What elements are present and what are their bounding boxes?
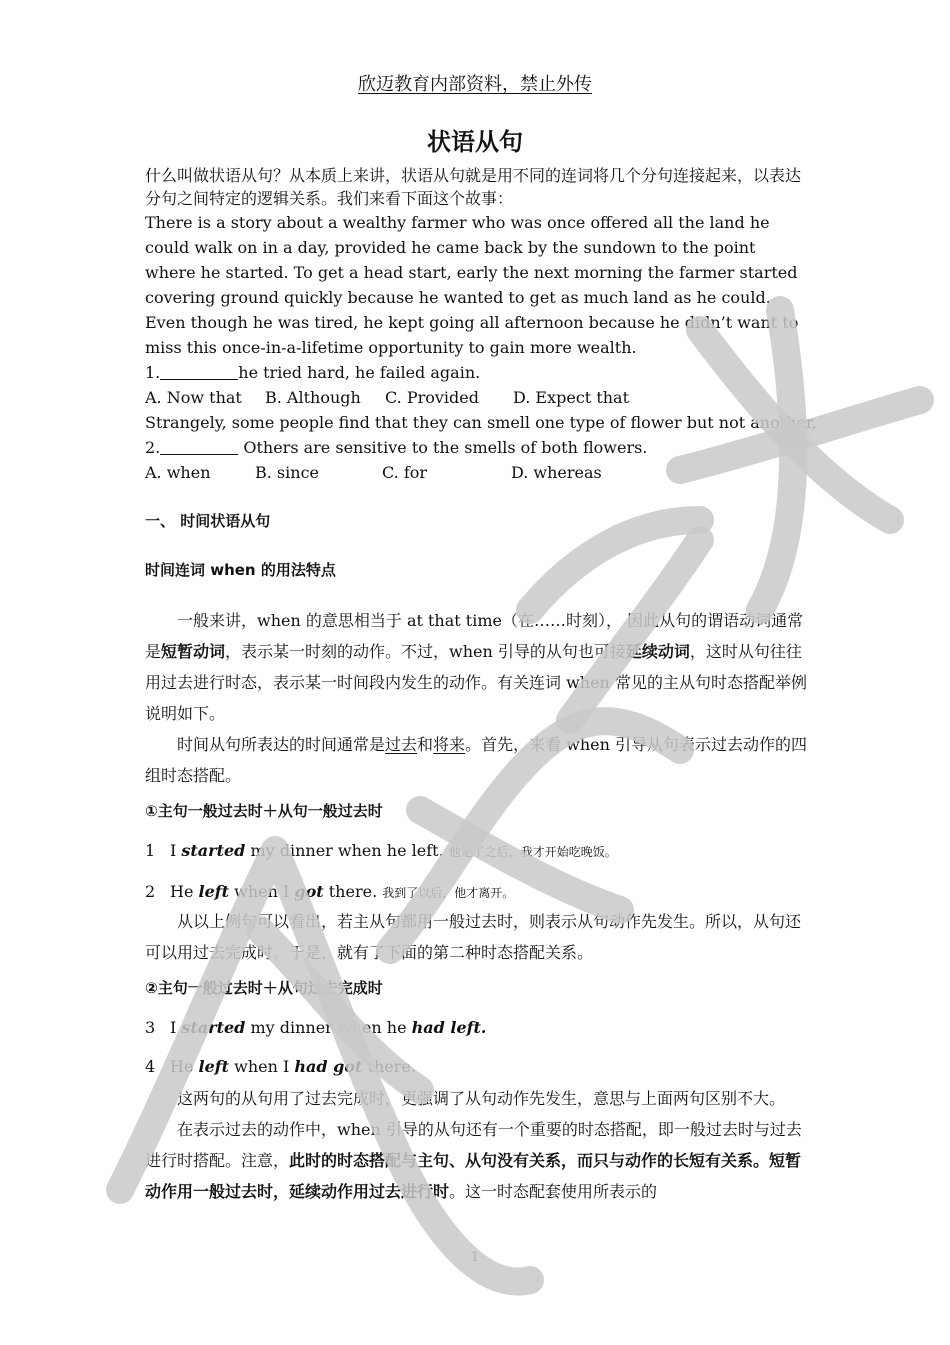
tense-pair-heading-2: ②主句一般过去时＋从句过去完成时 bbox=[145, 979, 383, 997]
example-sentence: 4 He left when I had got there. bbox=[145, 1057, 416, 1076]
paragraph-progressive: 在表示过去的动作中，when 引导的从句还有一个重要的时态搭配，即一般过去时与过去进行时搭配。注意，此时的时态搭配与主句、从句没有关系，而只与动作的长短有关系。短暂动作用一般过去时，延续动作用过去进行时。这一时态配套使用所表示的 bbox=[145, 1120, 802, 1201]
paragraph-explanation: 从以上例句可以看出，若主从句都用一般过去时，则表示从句动作先发生。所以，从句还可以用过去完成时。于是，就有了下面的第二种时态搭配关系。 bbox=[145, 912, 802, 962]
option-a: A. Now that bbox=[145, 388, 242, 407]
option-d: D. whereas bbox=[511, 463, 602, 482]
answer-blank bbox=[160, 363, 238, 380]
question-1-options bbox=[145, 385, 810, 410]
question-1: 1. he tried hard, he failed again. bbox=[145, 363, 481, 382]
example-sentence: 1 I started my dinner when he left. 他走了之后，我才开始吃晚饭。 bbox=[145, 841, 617, 860]
option-c: C. for bbox=[382, 463, 428, 482]
subsection-heading: 时间连词 when 的用法特点 bbox=[145, 561, 336, 579]
tense-pair-heading-1: ①主句一般过去时＋从句一般过去时 bbox=[145, 802, 383, 820]
document-body bbox=[145, 164, 817, 1207]
section-heading: 一、 时间状语从句 bbox=[145, 512, 271, 530]
page-title: 状语从句 bbox=[427, 128, 523, 156]
option-c: C. Provided bbox=[385, 388, 479, 407]
question-2-lead: Strangely, some people find that they can smell one type of flower but not another, bbox=[145, 413, 817, 432]
page-header: 欣迈教育内部资料，禁止外传 bbox=[358, 74, 592, 95]
option-b: B. since bbox=[255, 463, 319, 482]
example-sentence: 3 I started my dinner when he had left. bbox=[145, 1018, 487, 1037]
option-b: B. Although bbox=[265, 388, 361, 407]
paragraph-time: 时间从句所表达的时间通常是过去和将来。首先，来看 when 引导从句表示过去动作的四组时态搭配。 bbox=[145, 735, 808, 785]
intro-paragraph: 什么叫做状语从句？从本质上来讲，状语从句就是用不同的连词将几个分句连接起来，以表达分句之间特定的逻辑关系。我们来看下面这个故事： bbox=[145, 166, 802, 208]
answer-blank bbox=[160, 438, 238, 455]
paragraph-perfect: 这两句的从句用了过去完成时，更强调了从句动作先发生，意思与上面两句区别不大。 bbox=[177, 1089, 786, 1108]
option-a: A. when bbox=[145, 463, 211, 482]
paragraph-when-usage: 一般来讲，when 的意思相当于 at that time（在……时刻）， 因此从句的谓语动词通常是短暂动词，表示某一时刻的动作。不过，when 引导的从句也可接延续动词，这时从句往往用过去进行时态，表示某一时间段内发生的动作。有关连词 when 常见的主从句时态搭配举例说明如下。 bbox=[145, 611, 807, 723]
question-2-options bbox=[145, 460, 810, 485]
question-2: 2. Others are sensitive to the smells of both flowers. bbox=[145, 438, 648, 457]
example-sentence: 2 He left when I got there. 我到了以后，他才离开。 bbox=[145, 882, 515, 901]
story-paragraph: There is a story about a wealthy farmer who was once offered all the land he could walk on in a day, provided he came back by the sundown to the point where he started. To get a head start, early the next morning the farmer started covering ground quickly because he wanted to get as much land as he could. Even though he was tired, he kept going all afternoon because he didn’t want to miss this once-in-a-lifetime opportunity to gain more wealth. bbox=[145, 213, 799, 357]
page-number: 1 bbox=[470, 1250, 480, 1265]
option-d: D. Expect that bbox=[513, 388, 630, 407]
